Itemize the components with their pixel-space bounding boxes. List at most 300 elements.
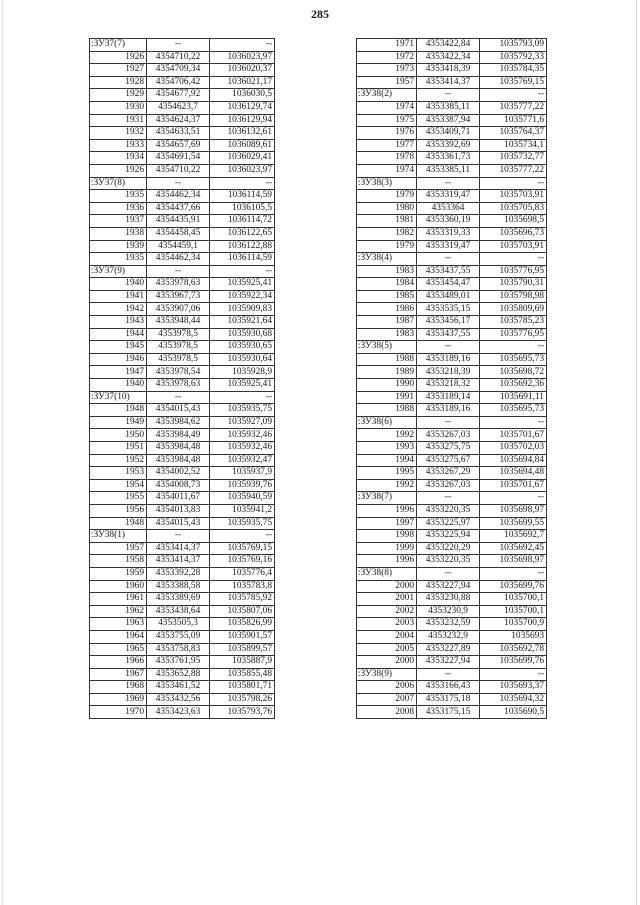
x-coordinate-cell: 4354462,34: [147, 190, 210, 203]
x-coordinate-cell: 4353505,3: [147, 618, 210, 631]
point-number-cell: 1983: [357, 328, 417, 341]
y-coordinate-cell: 1035921,64: [210, 316, 275, 329]
point-number-cell: 1997: [357, 517, 417, 530]
y-coordinate-cell: 1036029,41: [210, 152, 275, 165]
y-coordinate-cell: 1035769,15: [480, 76, 547, 89]
x-coordinate-cell: 4353438,64: [147, 605, 210, 618]
table-row: [90, 303, 275, 316]
y-coordinate-cell: 1035855,48: [210, 668, 275, 681]
y-coordinate-cell: 1035769,16: [210, 555, 275, 568]
y-coordinate-cell: 1035694,48: [480, 467, 547, 480]
x-coordinate-cell: 4354623,7: [147, 101, 210, 114]
y-coordinate-cell: 1035776,95: [480, 265, 547, 278]
x-coordinate-cell: 4353456,17: [417, 316, 480, 329]
y-coordinate-cell: --: [210, 265, 275, 278]
table-row: [90, 227, 275, 240]
section-label: :ЗУ37(8): [90, 177, 147, 190]
y-coordinate-cell: 1035776,4: [210, 567, 275, 580]
point-number-cell: 1964: [90, 630, 147, 643]
point-number-cell: 1977: [357, 139, 417, 152]
point-number-cell: 1940: [90, 278, 147, 291]
y-coordinate-cell: 1035694,32: [480, 693, 547, 706]
table-row: [357, 379, 547, 392]
point-number-cell: 1976: [357, 127, 417, 140]
point-number-cell: 1947: [90, 366, 147, 379]
y-coordinate-cell: 1035696,73: [480, 227, 547, 240]
point-number-cell: 1991: [357, 391, 417, 404]
y-coordinate-cell: 1035692,36: [480, 379, 547, 392]
table-row: [90, 127, 275, 140]
point-number-cell: 2001: [357, 593, 417, 606]
table-row: [357, 706, 547, 719]
point-number-cell: 1979: [357, 190, 417, 203]
table-row: [357, 442, 547, 455]
x-coordinate-cell: 4353761,95: [147, 656, 210, 669]
y-coordinate-cell: 1035807,06: [210, 605, 275, 618]
coordinates-table-right: [356, 38, 547, 719]
y-coordinate-cell: 1035699,76: [480, 580, 547, 593]
x-coordinate-cell: 4353220,35: [417, 555, 480, 568]
point-number-cell: 2003: [357, 618, 417, 631]
point-number-cell: 1929: [90, 89, 147, 102]
table-row: [90, 328, 275, 341]
y-coordinate-cell: 1035693,37: [480, 681, 547, 694]
x-coordinate-cell: 4353267,29: [417, 467, 480, 480]
y-coordinate-cell: 1035732,77: [480, 152, 547, 165]
point-number-cell: 1938: [90, 227, 147, 240]
table-row: [90, 555, 275, 568]
point-number-cell: 1993: [357, 442, 417, 455]
y-coordinate-cell: 1035909,83: [210, 303, 275, 316]
y-coordinate-cell: 1035690,5: [480, 706, 547, 719]
x-coordinate-cell: 4354435,91: [147, 215, 210, 228]
section-label: :ЗУ37(7): [90, 39, 147, 52]
section-header-row: [90, 177, 275, 190]
x-coordinate-cell: 4353218,39: [417, 366, 480, 379]
x-coordinate-cell: 4353978,5: [147, 328, 210, 341]
x-coordinate-cell: 4353907,06: [147, 303, 210, 316]
y-coordinate-cell: 1035703,91: [480, 190, 547, 203]
table-row: [357, 618, 547, 631]
x-coordinate-cell: 4353437,55: [417, 265, 480, 278]
point-number-cell: 1941: [90, 290, 147, 303]
point-number-cell: 1986: [357, 303, 417, 316]
x-coordinate-cell: 4353361,73: [417, 152, 480, 165]
y-coordinate-cell: 1035798,98: [480, 290, 547, 303]
table-row: [357, 643, 547, 656]
y-coordinate-cell: --: [210, 391, 275, 404]
y-coordinate-cell: 1036129,94: [210, 114, 275, 127]
x-coordinate-cell: 4353230,9: [417, 605, 480, 618]
table-row: [90, 605, 275, 618]
table-row: [90, 492, 275, 505]
x-coordinate-cell: 4353220,35: [417, 504, 480, 517]
x-coordinate-cell: 4354458,45: [147, 227, 210, 240]
x-coordinate-cell: 4353422,84: [417, 39, 480, 52]
x-coordinate-cell: 4353232,9: [417, 630, 480, 643]
table-row: [357, 542, 547, 555]
point-number-cell: 2008: [357, 706, 417, 719]
section-header-row: [357, 416, 547, 429]
section-header-row: [90, 265, 275, 278]
section-label: :ЗУ38(2): [357, 89, 417, 102]
y-coordinate-cell: --: [210, 530, 275, 543]
point-number-cell: 1974: [357, 164, 417, 177]
y-coordinate-cell: 1036114,59: [210, 190, 275, 203]
point-number-cell: 1982: [357, 227, 417, 240]
y-coordinate-cell: 1035935,75: [210, 517, 275, 530]
x-coordinate-cell: 4353232,59: [417, 618, 480, 631]
x-coordinate-cell: 4353385,11: [417, 101, 480, 114]
table-row: [90, 215, 275, 228]
table-row: [90, 253, 275, 266]
point-number-cell: 1958: [90, 555, 147, 568]
y-coordinate-cell: 1035776,95: [480, 328, 547, 341]
y-coordinate-cell: --: [480, 416, 547, 429]
coordinates-table-left: [89, 38, 275, 719]
y-coordinate-cell: --: [480, 341, 547, 354]
x-coordinate-cell: 4353360,19: [417, 215, 480, 228]
section-header-row: [357, 668, 547, 681]
point-number-cell: 1932: [90, 127, 147, 140]
table-row: [90, 278, 275, 291]
point-number-cell: 1987: [357, 316, 417, 329]
y-coordinate-cell: 1035703,91: [480, 240, 547, 253]
point-number-cell: 1951: [90, 442, 147, 455]
x-coordinate-cell: 4353175,18: [417, 693, 480, 706]
section-label: :ЗУ38(5): [357, 341, 417, 354]
point-number-cell: 1950: [90, 429, 147, 442]
point-number-cell: 2000: [357, 580, 417, 593]
y-coordinate-cell: 1035809,69: [480, 303, 547, 316]
point-number-cell: 1989: [357, 366, 417, 379]
point-number-cell: 1935: [90, 253, 147, 266]
point-number-cell: 1970: [90, 706, 147, 719]
x-coordinate-cell: 4353220,29: [417, 542, 480, 555]
y-coordinate-cell: 1035935,75: [210, 404, 275, 417]
x-coordinate-cell: 4354677,92: [147, 89, 210, 102]
x-coordinate-cell: 4353984,62: [147, 416, 210, 429]
x-coordinate-cell: 4354706,42: [147, 76, 210, 89]
x-coordinate-cell: 4353437,55: [417, 328, 480, 341]
point-number-cell: 1975: [357, 114, 417, 127]
x-coordinate-cell: 4353189,14: [417, 391, 480, 404]
table-row: [90, 681, 275, 694]
y-coordinate-cell: 1035941,2: [210, 504, 275, 517]
point-number-cell: 1928: [90, 76, 147, 89]
x-coordinate-cell: 4353978,5: [147, 353, 210, 366]
y-coordinate-cell: 1035734,1: [480, 139, 547, 152]
x-coordinate-cell: 4354691,54: [147, 152, 210, 165]
x-coordinate-cell: 4353978,5: [147, 341, 210, 354]
point-number-cell: 1988: [357, 353, 417, 366]
table-row: [357, 152, 547, 165]
x-coordinate-cell: 4353414,37: [417, 76, 480, 89]
x-coordinate-cell: --: [147, 530, 210, 543]
table-row: [90, 114, 275, 127]
table-row: [357, 278, 547, 291]
point-number-cell: 1927: [90, 64, 147, 77]
y-coordinate-cell: 1035826,99: [210, 618, 275, 631]
y-coordinate-cell: 1036030,5: [210, 89, 275, 102]
point-number-cell: 1942: [90, 303, 147, 316]
y-coordinate-cell: 1035937,9: [210, 467, 275, 480]
section-header-row: [90, 530, 275, 543]
section-label: :ЗУ38(9): [357, 668, 417, 681]
x-coordinate-cell: 4353978,63: [147, 379, 210, 392]
x-coordinate-cell: 4353267,03: [417, 479, 480, 492]
x-coordinate-cell: 4353388,58: [147, 580, 210, 593]
point-number-cell: 1971: [357, 39, 417, 52]
y-coordinate-cell: 1035932,47: [210, 454, 275, 467]
y-coordinate-cell: 1035792,33: [480, 51, 547, 64]
y-coordinate-cell: 1035922,34: [210, 290, 275, 303]
point-number-cell: 1930: [90, 101, 147, 114]
point-number-cell: 1980: [357, 202, 417, 215]
point-number-cell: 1937: [90, 215, 147, 228]
page-number: 285: [311, 7, 329, 21]
section-label: :ЗУ38(8): [357, 567, 417, 580]
x-coordinate-cell: 4353275,67: [417, 454, 480, 467]
section-header-row: [357, 567, 547, 580]
x-coordinate-cell: --: [147, 391, 210, 404]
x-coordinate-cell: 4353227,94: [417, 580, 480, 593]
scan-edge-right: [636, 0, 637, 905]
table-row: [90, 504, 275, 517]
table-row: [90, 164, 275, 177]
table-row: [90, 479, 275, 492]
point-number-cell: 1963: [90, 618, 147, 631]
table-row: [357, 504, 547, 517]
x-coordinate-cell: --: [417, 492, 480, 505]
x-coordinate-cell: --: [147, 39, 210, 52]
y-coordinate-cell: 1036021,17: [210, 76, 275, 89]
y-coordinate-cell: 1035764,37: [480, 127, 547, 140]
x-coordinate-cell: 4353275,75: [417, 442, 480, 455]
y-coordinate-cell: 1036129,74: [210, 101, 275, 114]
table-row: [357, 39, 547, 52]
x-coordinate-cell: --: [417, 416, 480, 429]
y-coordinate-cell: 1035693: [480, 630, 547, 643]
y-coordinate-cell: 1035901,57: [210, 630, 275, 643]
table-row: [357, 404, 547, 417]
y-coordinate-cell: 1035899,57: [210, 643, 275, 656]
y-coordinate-cell: 1036020,37: [210, 64, 275, 77]
x-coordinate-cell: 4353423,63: [147, 706, 210, 719]
y-coordinate-cell: 1035699,55: [480, 517, 547, 530]
section-header-row: [90, 391, 275, 404]
y-coordinate-cell: 1035698,5: [480, 215, 547, 228]
x-coordinate-cell: --: [147, 265, 210, 278]
y-coordinate-cell: 1035692,78: [480, 643, 547, 656]
table-row: [357, 391, 547, 404]
table-row: [90, 618, 275, 631]
section-label: :ЗУ37(9): [90, 265, 147, 278]
x-coordinate-cell: 4353364: [417, 202, 480, 215]
y-coordinate-cell: 1035932,46: [210, 442, 275, 455]
x-coordinate-cell: 4353227,89: [417, 643, 480, 656]
point-number-cell: 1979: [357, 240, 417, 253]
x-coordinate-cell: 4353984,48: [147, 442, 210, 455]
y-coordinate-cell: 1035701,67: [480, 479, 547, 492]
table-row: [90, 517, 275, 530]
table-row: [90, 101, 275, 114]
x-coordinate-cell: --: [417, 341, 480, 354]
x-coordinate-cell: 4353319,47: [417, 240, 480, 253]
table-row: [357, 290, 547, 303]
table-row: [90, 693, 275, 706]
section-label: :ЗУ38(1): [90, 530, 147, 543]
table-row: [90, 567, 275, 580]
table-row: [357, 656, 547, 669]
x-coordinate-cell: 4354008,73: [147, 479, 210, 492]
point-number-cell: 1946: [90, 353, 147, 366]
x-coordinate-cell: 4353978,54: [147, 366, 210, 379]
y-coordinate-cell: 1035784,35: [480, 64, 547, 77]
y-coordinate-cell: 1035783,8: [210, 580, 275, 593]
section-header-row: [357, 89, 547, 102]
x-coordinate-cell: 4354002,52: [147, 467, 210, 480]
table-row: [357, 240, 547, 253]
table-row: [90, 353, 275, 366]
x-coordinate-cell: 4354624,37: [147, 114, 210, 127]
x-coordinate-cell: 4354462,34: [147, 253, 210, 266]
section-label: :ЗУ37(10): [90, 391, 147, 404]
y-coordinate-cell: 1036122,65: [210, 227, 275, 240]
table-row: [357, 605, 547, 618]
table-row: [90, 404, 275, 417]
y-coordinate-cell: 1035692,7: [480, 530, 547, 543]
x-coordinate-cell: 4353984,49: [147, 429, 210, 442]
y-coordinate-cell: --: [210, 39, 275, 52]
x-coordinate-cell: 4353225,94: [417, 530, 480, 543]
y-coordinate-cell: 1035939,76: [210, 479, 275, 492]
table-row: [90, 152, 275, 165]
point-number-cell: 1960: [90, 580, 147, 593]
x-coordinate-cell: --: [417, 668, 480, 681]
y-coordinate-cell: --: [480, 668, 547, 681]
y-coordinate-cell: 1035701,67: [480, 429, 547, 442]
x-coordinate-cell: 4354011,67: [147, 492, 210, 505]
y-coordinate-cell: 1035928,9: [210, 366, 275, 379]
y-coordinate-cell: 1036023,97: [210, 51, 275, 64]
x-coordinate-cell: 4353189,16: [417, 404, 480, 417]
y-coordinate-cell: 1035698,97: [480, 504, 547, 517]
point-number-cell: 1948: [90, 517, 147, 530]
table-row: [90, 379, 275, 392]
y-coordinate-cell: 1035777,22: [480, 164, 547, 177]
y-coordinate-cell: 1035769,15: [210, 542, 275, 555]
table-row: [357, 202, 547, 215]
y-coordinate-cell: 1035887,9: [210, 656, 275, 669]
table-row: [357, 580, 547, 593]
point-number-cell: 1957: [90, 542, 147, 555]
x-coordinate-cell: 4354013,83: [147, 504, 210, 517]
y-coordinate-cell: --: [480, 177, 547, 190]
x-coordinate-cell: 4353978,63: [147, 278, 210, 291]
y-coordinate-cell: 1036114,59: [210, 253, 275, 266]
y-coordinate-cell: 1035700,1: [480, 605, 547, 618]
point-number-cell: 2000: [357, 656, 417, 669]
table-row: [357, 681, 547, 694]
y-coordinate-cell: 1035793,09: [480, 39, 547, 52]
x-coordinate-cell: 4353175,15: [417, 706, 480, 719]
x-coordinate-cell: 4354710,22: [147, 51, 210, 64]
x-coordinate-cell: 4353267,03: [417, 429, 480, 442]
y-coordinate-cell: 1035700,1: [480, 593, 547, 606]
table-row: [90, 202, 275, 215]
point-number-cell: 1961: [90, 593, 147, 606]
x-coordinate-cell: 4353418,39: [417, 64, 480, 77]
table-row: [357, 76, 547, 89]
table-row: [357, 517, 547, 530]
table-row: [357, 353, 547, 366]
y-coordinate-cell: 1036023,97: [210, 164, 275, 177]
y-coordinate-cell: 1035691,11: [480, 391, 547, 404]
point-number-cell: 1956: [90, 504, 147, 517]
point-number-cell: 1995: [357, 467, 417, 480]
point-number-cell: 1983: [357, 265, 417, 278]
y-coordinate-cell: 1035790,31: [480, 278, 547, 291]
point-number-cell: 1955: [90, 492, 147, 505]
y-coordinate-cell: 1035695,73: [480, 404, 547, 417]
point-number-cell: 1962: [90, 605, 147, 618]
point-number-cell: 1999: [357, 542, 417, 555]
x-coordinate-cell: 4354459,1: [147, 240, 210, 253]
coordinates-table-left-body: [90, 39, 275, 719]
point-number-cell: 1965: [90, 643, 147, 656]
section-header-row: [90, 39, 275, 52]
y-coordinate-cell: 1035785,23: [480, 316, 547, 329]
y-coordinate-cell: 1035694,84: [480, 454, 547, 467]
y-coordinate-cell: 1036132,61: [210, 127, 275, 140]
table-row: [90, 290, 275, 303]
table-row: [90, 442, 275, 455]
x-coordinate-cell: 4353454,47: [417, 278, 480, 291]
y-coordinate-cell: 1035771,6: [480, 114, 547, 127]
y-coordinate-cell: 1035692,45: [480, 542, 547, 555]
point-number-cell: 1944: [90, 328, 147, 341]
point-number-cell: 1978: [357, 152, 417, 165]
table-row: [90, 64, 275, 77]
point-number-cell: 1992: [357, 429, 417, 442]
table-row: [357, 530, 547, 543]
section-header-row: [357, 492, 547, 505]
table-row: [90, 76, 275, 89]
y-coordinate-cell: 1035801,71: [210, 681, 275, 694]
y-coordinate-cell: --: [480, 492, 547, 505]
table-row: [357, 139, 547, 152]
x-coordinate-cell: --: [417, 89, 480, 102]
table-row: [357, 227, 547, 240]
x-coordinate-cell: 4353489,01: [417, 290, 480, 303]
y-coordinate-cell: 1035695,73: [480, 353, 547, 366]
point-number-cell: 1940: [90, 379, 147, 392]
table-row: [90, 454, 275, 467]
table-row: [357, 190, 547, 203]
x-coordinate-cell: 4354709,34: [147, 64, 210, 77]
table-row: [90, 139, 275, 152]
y-coordinate-cell: 1035798,26: [210, 693, 275, 706]
x-coordinate-cell: 4353535,15: [417, 303, 480, 316]
point-number-cell: 1934: [90, 152, 147, 165]
point-number-cell: 1945: [90, 341, 147, 354]
y-coordinate-cell: 1035698,97: [480, 555, 547, 568]
x-coordinate-cell: 4353461,52: [147, 681, 210, 694]
table-row: [90, 643, 275, 656]
table-row: [90, 190, 275, 203]
x-coordinate-cell: 4353218,32: [417, 379, 480, 392]
